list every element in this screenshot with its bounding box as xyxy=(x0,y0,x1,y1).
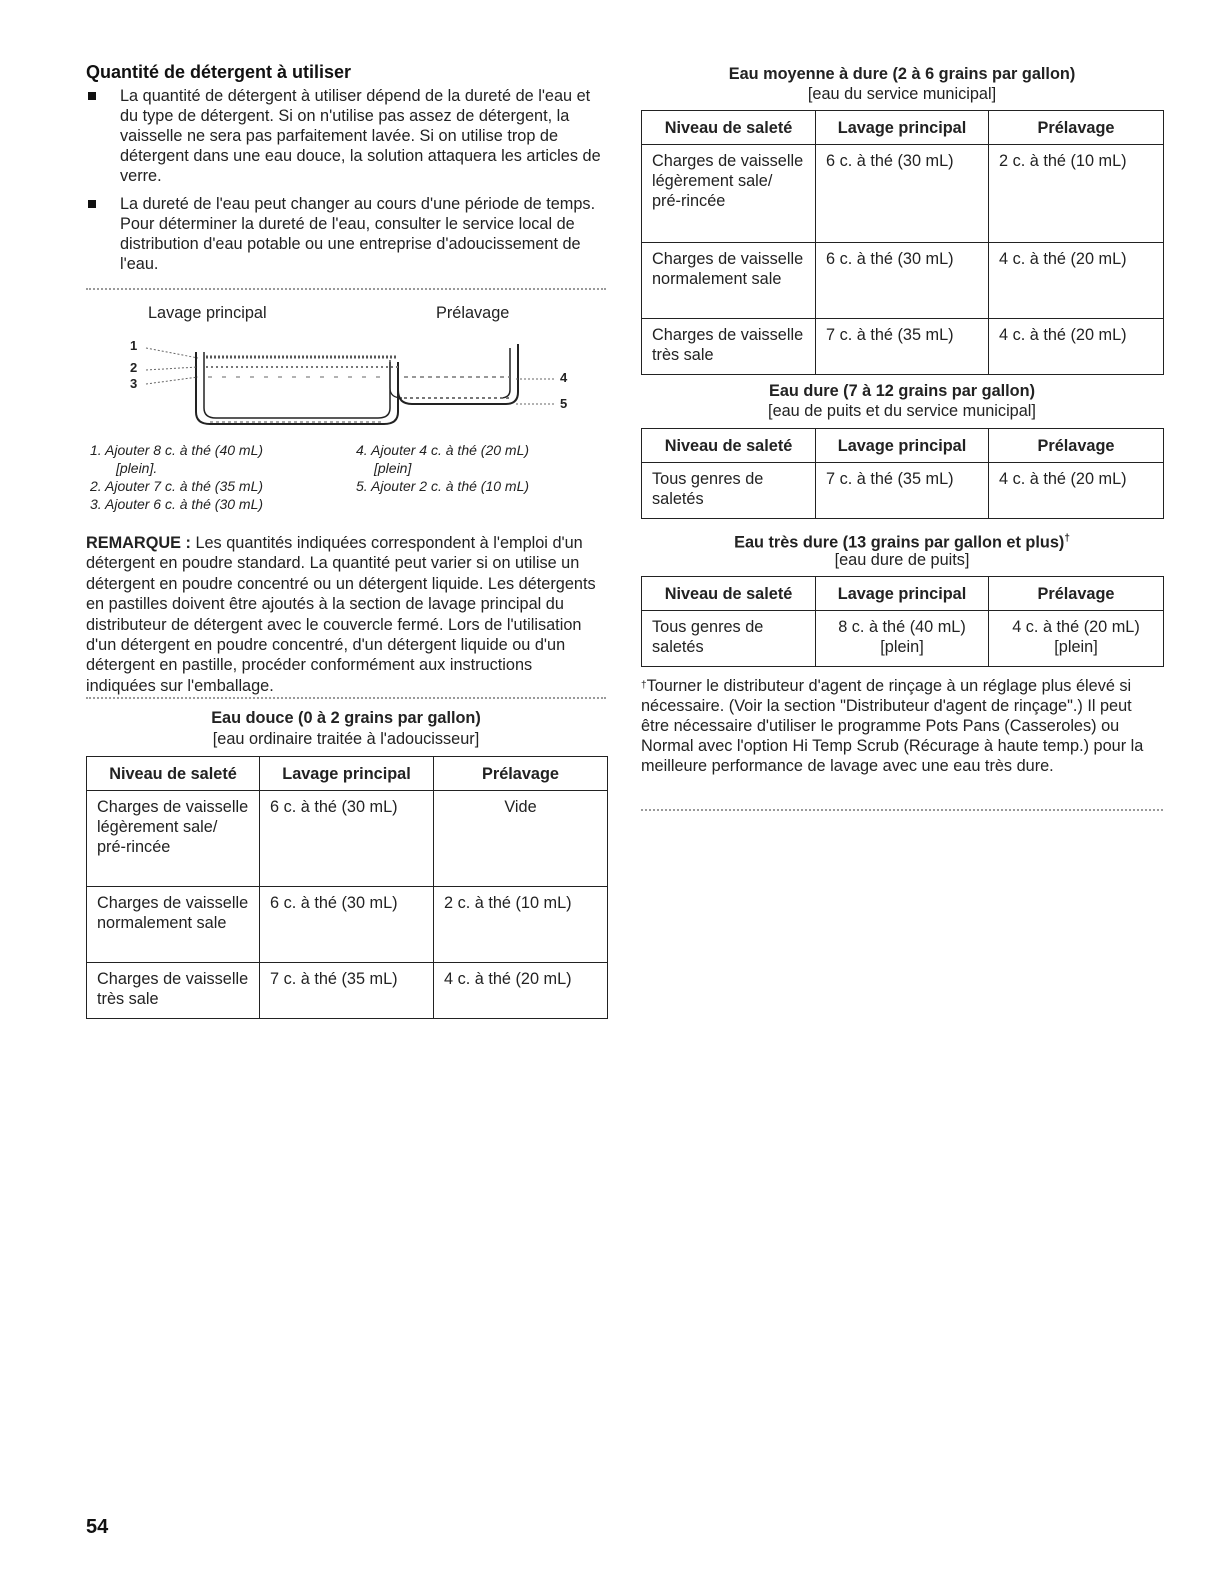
main-wash-cell: 6 c. à thé (30 mL) xyxy=(260,791,434,887)
soil-level-cell: Charges de vaisselle légèrement sale/ pré-rincée xyxy=(87,791,260,887)
prewash-cell: 2 c. à thé (10 mL) xyxy=(434,887,608,963)
main-wash-cell: 7 c. à thé (35 mL) xyxy=(816,319,989,375)
main-wash-cell: 6 c. à thé (30 mL) xyxy=(816,145,989,243)
column-header: Prélavage xyxy=(434,757,608,791)
column-header: Prélavage xyxy=(989,577,1164,611)
bullet-list xyxy=(86,86,606,282)
column-header: Niveau de saleté xyxy=(87,757,260,791)
column-header: Prélavage xyxy=(989,429,1164,463)
table-title-hard-water: Eau dure (7 à 12 grains par gallon) xyxy=(768,382,1035,400)
table-title-medium-water: Eau moyenne à dure (2 à 6 grains par gallon) xyxy=(728,65,1076,83)
table-row xyxy=(642,611,1164,667)
table-subtitle-soft-water: [eau ordinaire traitée à l'adoucisseur] xyxy=(212,730,480,748)
table-header-row xyxy=(87,757,608,791)
table-row xyxy=(642,243,1164,319)
main-wash-cell: 8 c. à thé (40 mL) [plein] xyxy=(816,611,989,667)
column-header: Lavage principal xyxy=(816,429,989,463)
soil-level-cell: Charges de vaisselle normalement sale xyxy=(87,887,260,963)
remarque-note: REMARQUE : Les quantités indiquées correspondent à l'emploi d'un détergent en poudre standard. La quantité peut varier si on utilise un détergent en poudre concentré ou un détergent liquide. Les détergents en pastilles doivent être ajoutés à la section de lavage principal du distributeur de détergent avec le couvercle fermé. Lors de l'utilisation d'un détergent en poudre concentré, d'un détergent liquide ou d'un détergent en pastille, procéder conformément aux instructions indiquées sur l'emballage. xyxy=(86,534,596,695)
dotted-divider xyxy=(86,697,606,699)
column-header: Lavage principal xyxy=(816,577,989,611)
diagram-legend-right: 4. Ajouter 4 c. à thé (20 mL) [plein] 5. Ajouter 2 c. à thé (10 mL) xyxy=(356,442,530,494)
table-medium-water xyxy=(641,110,1164,375)
soil-level-cell: Tous genres de saletés xyxy=(642,611,816,667)
table-subtitle-hard-water: [eau de puits et du service municipal] xyxy=(768,402,1036,420)
main-wash-cell: 7 c. à thé (35 mL) xyxy=(260,963,434,1019)
prewash-cell: 4 c. à thé (20 mL) xyxy=(989,319,1164,375)
table-row xyxy=(87,887,608,963)
dispenser-illustration xyxy=(126,300,606,430)
table-row xyxy=(642,319,1164,375)
prewash-cell: 4 c. à thé (20 mL) xyxy=(434,963,608,1019)
callout-5: 5 xyxy=(560,396,568,411)
soil-level-cell: Charges de vaisselle normalement sale xyxy=(642,243,816,319)
table-row xyxy=(642,145,1164,243)
prewash-cell: 4 c. à thé (20 mL) [plein] xyxy=(989,611,1164,667)
table-title-very-hard-water: Eau très dure (13 grains par gallon et plus)† xyxy=(734,533,1070,552)
page-number: 54 xyxy=(86,1516,109,1538)
callout-2: 2 xyxy=(130,360,138,375)
table-hard-water xyxy=(641,428,1164,519)
column-header: Lavage principal xyxy=(816,111,989,145)
prewash-cell: 4 c. à thé (20 mL) xyxy=(989,463,1164,519)
dagger-mark: † xyxy=(1064,533,1070,544)
callout-4: 4 xyxy=(560,370,568,385)
main-wash-cell: 7 c. à thé (35 mL) xyxy=(816,463,989,519)
section-title: Quantité de détergent à utiliser xyxy=(86,62,352,82)
square-bullet-icon xyxy=(88,200,96,208)
diagram-label-main-wash: Lavage principal xyxy=(148,304,267,322)
main-wash-cell: 6 c. à thé (30 mL) xyxy=(816,243,989,319)
table-header-row xyxy=(642,111,1164,145)
soil-level-cell: Charges de vaisselle très sale xyxy=(87,963,260,1019)
footnote: †Tourner le distributeur d'agent de rinçage à un réglage plus élevé si nécessaire. (Voir la section "Distributeur d'agent de rinçage".) Il peut être nécessaire d'utiliser le programme Pots Pans (Casseroles) ou Normal avec l'option Hi Temp Scrub (Récurage à haute temp.) pour la meilleure performance de lavage avec une eau très dure. xyxy=(641,677,1144,775)
prewash-cell: Vide xyxy=(434,791,608,887)
detergent-dispenser-diagram xyxy=(126,300,606,430)
column-header: Lavage principal xyxy=(260,757,434,791)
callout-3: 3 xyxy=(130,376,138,391)
table-row xyxy=(87,791,608,887)
bullet-item: La quantité de détergent à utiliser dépend de la dureté de l'eau et du type de détergent. Si on n'utilise pas assez de détergent, la vaisselle ne sera pas parfaitement lavée. Si on utilise trop de détergent dans une eau douce, la solution attaquera les articles de verre. xyxy=(86,86,606,186)
table-header-row xyxy=(642,429,1164,463)
dotted-divider xyxy=(86,288,606,290)
table-subtitle-medium-water: [eau du service municipal] xyxy=(807,85,997,103)
diagram-label-prewash: Prélavage xyxy=(436,304,510,322)
prewash-cell: 2 c. à thé (10 mL) xyxy=(989,145,1164,243)
callout-1: 1 xyxy=(130,338,138,353)
table-very-hard-water xyxy=(641,576,1164,667)
column-header: Niveau de saleté xyxy=(642,429,816,463)
prewash-cell: 4 c. à thé (20 mL) xyxy=(989,243,1164,319)
table-header-row xyxy=(642,577,1164,611)
square-bullet-icon xyxy=(88,92,96,100)
dagger-mark: † xyxy=(641,680,647,691)
main-wash-cell: 6 c. à thé (30 mL) xyxy=(260,887,434,963)
bullet-item: La dureté de l'eau peut changer au cours d'une période de temps. Pour déterminer la dureté de l'eau, consulter le service local de distribution d'eau potable ou une entreprise d'adoucissement de l'eau. xyxy=(86,194,606,274)
table-row xyxy=(87,963,608,1019)
soil-level-cell: Charges de vaisselle très sale xyxy=(642,319,816,375)
column-header: Prélavage xyxy=(989,111,1164,145)
soil-level-cell: Charges de vaisselle légèrement sale/ pré-rincée xyxy=(642,145,816,243)
dotted-divider xyxy=(641,809,1163,811)
table-title-soft-water: Eau douce (0 à 2 grains par gallon) xyxy=(211,709,481,727)
column-header: Niveau de saleté xyxy=(642,111,816,145)
diagram-legend-left: 1. Ajouter 8 c. à thé (40 mL) [plein]. 2. Ajouter 7 c. à thé (35 mL) 3. Ajouter 6 c. à thé (30 mL) xyxy=(90,442,264,512)
table-row xyxy=(642,463,1164,519)
table-subtitle-very-hard-water: [eau dure de puits] xyxy=(834,551,970,569)
table-soft-water xyxy=(86,756,608,1019)
column-header: Niveau de saleté xyxy=(642,577,816,611)
soil-level-cell: Tous genres de saletés xyxy=(642,463,816,519)
